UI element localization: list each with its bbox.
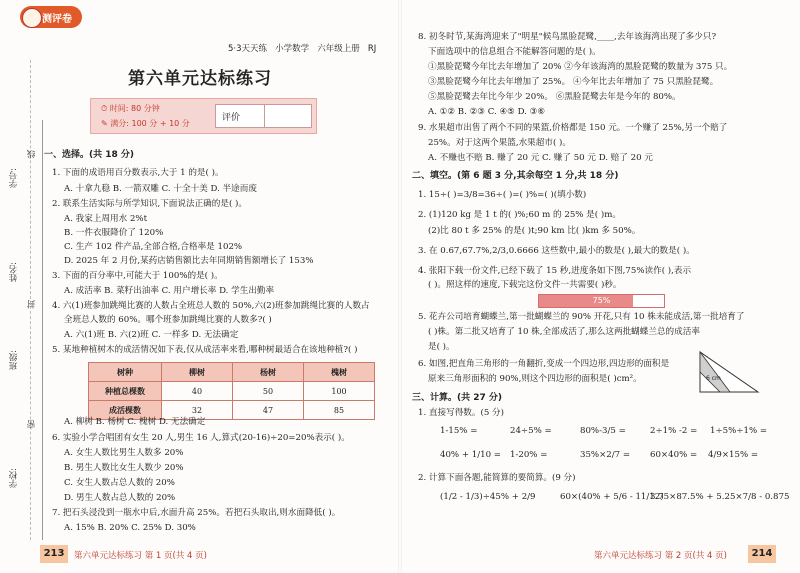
- time-limit: 时间: 80 分钟: [109, 104, 160, 113]
- calc-item: 4/9×15% =: [708, 450, 759, 460]
- question-line: 全班总人数的 60%。哪个班参加跳绳比赛的人数多?( ): [64, 315, 272, 325]
- download-progress-bar: [538, 294, 665, 308]
- binding-rule: [42, 120, 43, 540]
- option-line: ①黑脸琵鹭今年比去年增加了 20% ②今年该海湾的黑脸琵鹭的数量为 375 只。: [428, 62, 733, 72]
- options-line: A. 15% B. 20% C. 25% D. 30%: [64, 523, 196, 533]
- table-cell: 种植总棵数: [89, 382, 162, 401]
- option-line: ③黑脸琵鹭今年比去年增加了 25%。 ④今年比去年增加了 75 只黑脸琵鹭。: [428, 77, 719, 87]
- option-line: ⑤黑脸琵鹭去年比今年少 20%。 ⑥黑脸琵鹭去年是今年的 80%。: [428, 92, 681, 102]
- calc-item: 60×40% =: [650, 450, 698, 460]
- calc-item: 1-20% =: [510, 450, 548, 460]
- option-line: B. 一件衣服降价了 120%: [64, 228, 164, 238]
- options-line: A. 十拿九稳 B. 一箭双雕 C. 十全十美 D. 半途而废: [64, 184, 257, 194]
- triangle-figure: [698, 350, 760, 394]
- option-line: C. 生产 102 件产品,全部合格,合格率是 102%: [64, 242, 243, 252]
- fill-line: (2)比 80 t 多 25% 的是( )t;90 km 比( )km 多 50%。: [428, 226, 641, 236]
- table-header: 槐树: [304, 363, 375, 382]
- calc-item: 80%-3/5 =: [580, 426, 626, 436]
- question-line: 9. 水果超市出售了两个不同的果篮,价格都是 150 元。一个赚了 25%,另一个赔了: [418, 123, 728, 133]
- fill-line: 3. 在 0.67,67.7%,2/3,0.6666 这些数中,最小的数是( ),最大的数是( )。: [418, 246, 695, 256]
- table-row: [89, 382, 375, 401]
- question-line: 5. 某地种植树木的成活情况如下表,仅从成活率来看,哪种树最适合在该地种植?( ): [52, 345, 358, 355]
- page-number-left: 213: [40, 545, 68, 563]
- triangle-label: 6 cm: [706, 375, 721, 382]
- tree-table: [88, 362, 375, 420]
- table-header: 柳树: [162, 363, 233, 382]
- table-cell: 100: [304, 382, 375, 401]
- badge-label: 测评卷: [42, 14, 72, 25]
- option-line: C. 女生人数占总人数的 20%: [64, 478, 175, 488]
- calc-item: 1-15% =: [440, 426, 478, 436]
- question-line: 7. 把石头浸没到一瓶水中后,水面升高 25%。若把石头取出,则水面降低( )。: [52, 508, 341, 518]
- table-cell: 47: [233, 401, 304, 420]
- table-header: 杨树: [233, 363, 304, 382]
- section-choice: 一、选择。(共 18 分): [44, 150, 135, 160]
- section-calc: 三、计算。(共 27 分): [412, 393, 503, 403]
- calc-item: 24÷5% =: [510, 426, 552, 436]
- table-cell: 50: [233, 382, 304, 401]
- calc-item: 60×(40% + 5/6 - 11/12): [560, 492, 664, 502]
- score-box[interactable]: [215, 104, 312, 128]
- grade: 六年级上册: [317, 44, 360, 54]
- fill-line: ( )株。第二批又培育了 10 株,全部成活了,那么这两批蝴蝶兰总的成活率: [428, 327, 700, 337]
- options-line: A. 柳树 B. 杨树 C. 槐树 D. 无法确定: [64, 417, 206, 427]
- fill-line: 是( )。: [428, 342, 455, 352]
- calc-item: (1/2 - 1/3)÷45% + 2/9: [440, 492, 536, 502]
- option-line: A. 我家上周用水 2%t: [64, 214, 148, 224]
- footer-right: 第六单元达标练习 第 2 页(共 4 页): [594, 551, 727, 561]
- name-label: 姓名:: [9, 262, 19, 282]
- question-line: 4. 六(1)班参加跳绳比赛的人数占全班总人数的 50%,六(2)班参加跳绳比赛的人数占: [52, 301, 370, 311]
- options-line: A. ①② B. ②③ C. ④⑤ D. ③⑥: [428, 107, 546, 117]
- option-line: B. 男生人数比女生人数少 20%: [64, 463, 184, 473]
- calc-item: 3.75×87.5% + 5.25×7/8 - 0.875: [650, 492, 790, 502]
- options-line: A. 六(1)班 B. 六(2)班 C. 一样多 D. 无法确定: [64, 330, 239, 340]
- exam-info-box: ⏱ 时间: 80 分钟 ✎ 满分: 100 分 + 10 分: [90, 98, 317, 134]
- fill-line: 5. 花卉公司培育蝴蝶兰,第一批蝴蝶兰的 90% 开花,只有 10 株未能成活,第一批培育了: [418, 312, 745, 322]
- table-cell: 成活棵数: [89, 401, 162, 420]
- calc-title: 1. 直接写得数。(5 分): [418, 408, 504, 418]
- fill-line: 4. 张阳下载一份文件,已经下载了 15 秒,进度条如下图,75%读作( ),表示: [418, 266, 692, 276]
- school-label: 学校:: [9, 468, 19, 488]
- calc-item: 35%×2/7 =: [580, 450, 631, 460]
- student-no-label: 学号:: [9, 168, 19, 188]
- fill-line: 1. 15÷( )=3/8=36÷( )=( )%=( )(填小数): [418, 190, 587, 200]
- seal-mark: 密: [27, 420, 37, 429]
- footer-left: 第六单元达标练习 第 1 页(共 4 页): [74, 551, 207, 561]
- question-line: 6. 实验小学合唱团有女生 20 人,男生 16 人,算式(20-16)÷20=20%表示( )。: [52, 433, 350, 443]
- book-info: [228, 42, 376, 54]
- fill-line: 6. 如图,把直角三角形的一角翻折,变成一个四边形,四边形的面积是: [418, 359, 670, 369]
- option-line: D. 男生人数占总人数的 20%: [64, 493, 176, 503]
- edition: RJ: [367, 44, 377, 54]
- page-title: 第六单元达标练习: [128, 69, 272, 89]
- calc-item: 1÷5%÷1% =: [710, 426, 768, 436]
- fill-line: 原来三角形面积的 90%,则这个四边形的面积是( )cm²。: [428, 374, 642, 384]
- score-label: 评价: [222, 113, 241, 123]
- full-score: 满分: 100 分 + 10 分: [110, 119, 190, 128]
- class-label: 班级:: [9, 350, 19, 370]
- question-line: 8. 初冬时节,某海湾迎来了"明星"候鸟黑脸琵鹭,____,去年该海湾出现了多少只?: [418, 32, 717, 42]
- options-line: A. 成活率 B. 菜籽出油率 C. 用户增长率 D. 学生出勤率: [64, 286, 275, 296]
- mascot-icon: [22, 8, 42, 28]
- options-line: A. 不赚也不赔 B. 赚了 20 元 C. 赚了 50 元 D. 赔了 20 元: [428, 153, 653, 163]
- table-header: 树种: [89, 363, 162, 382]
- test-badge: [20, 6, 82, 28]
- seal-mark: 封: [27, 300, 37, 309]
- question-line: 3. 下面的百分率中,可能大于 100%的是( )。: [52, 271, 223, 281]
- question-line: 1. 下面的成语用百分数表示,大于 1 的是( )。: [52, 168, 224, 178]
- question-line: 25%。对于这两个果篮,水果超市( )。: [428, 138, 571, 148]
- option-line: A. 女生人数比男生人数多 20%: [64, 448, 184, 458]
- option-line: D. 2025 年 2 月份,某药店销售额比去年同期销售额增长了 153%: [64, 256, 314, 266]
- series: 5·3天天练: [228, 44, 268, 54]
- question-line: 2. 联系生活实际与所学知识,下面说法正确的是( )。: [52, 199, 247, 209]
- table-cell: 40: [162, 382, 233, 401]
- calc-item: 2÷1% -2 =: [650, 426, 698, 436]
- progress-label: 75%: [592, 296, 611, 305]
- fill-line: ( )。照这样的速度,下载完这份文件一共需要( )秒。: [428, 280, 622, 290]
- table-cell: 85: [304, 401, 375, 420]
- section-fill: 二、填空。(第 6 题 3 分,其余每空 1 分,共 18 分): [412, 171, 619, 181]
- calc-item: 40% + 1/10 =: [440, 450, 501, 460]
- seal-mark: 线: [27, 150, 37, 159]
- subject: 小学数学: [275, 44, 310, 54]
- page-number-right: 214: [748, 545, 776, 563]
- table-cell: 32: [162, 401, 233, 420]
- calc-title: 2. 计算下面各题,能简算的要简算。(9 分): [418, 473, 576, 483]
- question-line: 下面选项中的信息组合不能解答问题的是( )。: [428, 47, 601, 57]
- fill-line: 2. (1)120 kg 是 1 t 的( )%;60 m 的 25% 是( )m。: [418, 210, 621, 220]
